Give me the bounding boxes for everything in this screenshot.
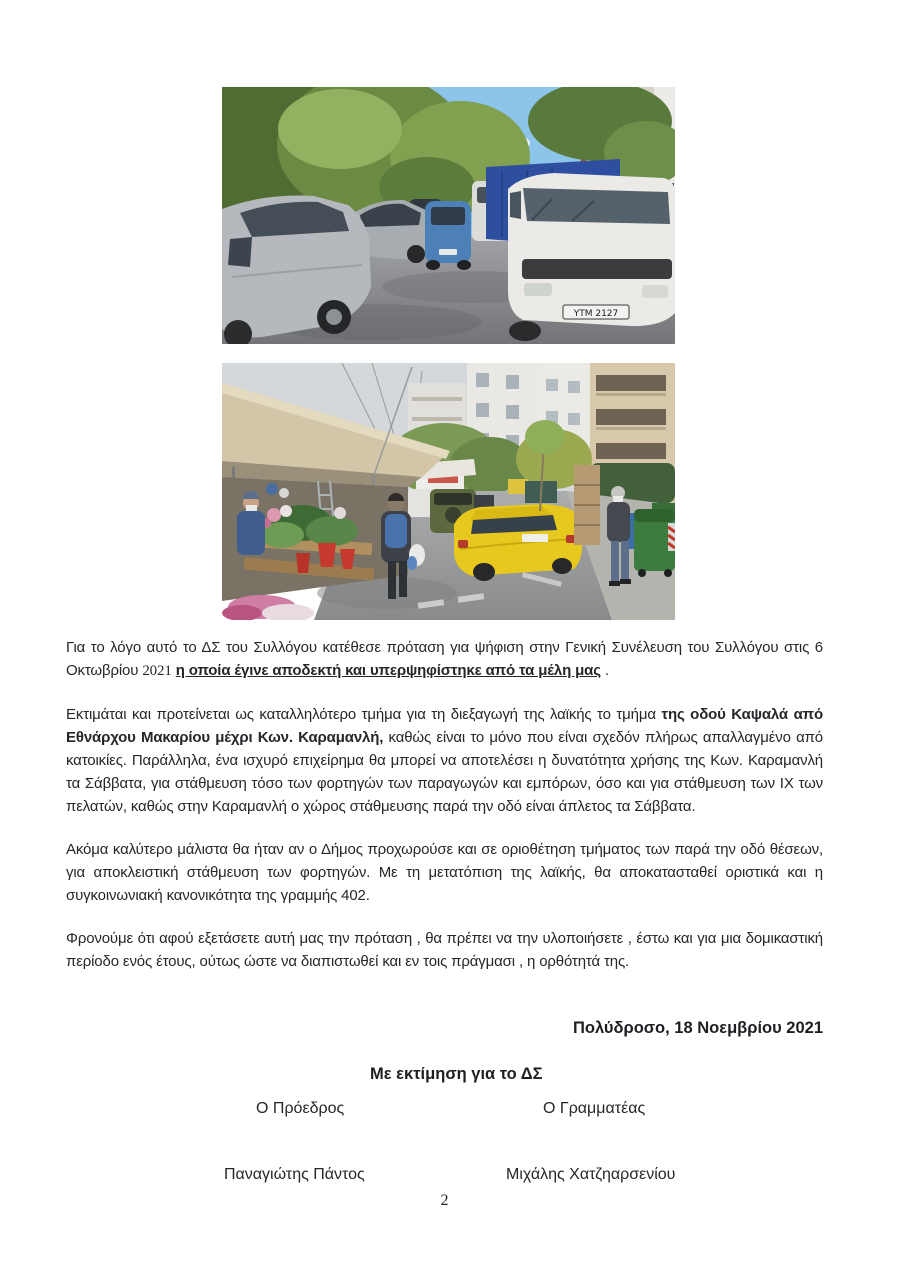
- paragraph-truck-parking: Ακόμα καλύτερο μάλιστα θα ήταν αν ο Δήμος προχωρούσε και σε οριοθέτηση τμήματος των παρά την οδό θέσεων, για αποκλειστική στάθμευση των φορτηγών. Με τη μετατόπιση της λαϊκής, θα αποκατασταθεί οριστικά και η συγκοινωνιακή κανονικότητα της γραμμής 402.: [66, 841, 823, 904]
- photo1-scene: [222, 87, 675, 344]
- paragraph-street-section: [66, 703, 823, 818]
- president-title: Ο Πρόεδρος: [256, 1100, 345, 1117]
- license-plate-text: ΥΤΜ 2127: [573, 309, 619, 319]
- taxi-plate: [522, 534, 548, 542]
- hanging-item: [279, 488, 289, 498]
- p1-year: 2021: [142, 663, 172, 679]
- paragraph-proposal-vote: [66, 636, 823, 683]
- grille: [522, 259, 672, 279]
- blue-hatchback: [425, 201, 471, 270]
- stone-pillar: [574, 465, 600, 545]
- secretary-name: Μιχάλης Χατζηαρσενίου: [506, 1166, 676, 1183]
- taillight: [566, 535, 575, 543]
- blue-bag: [407, 556, 417, 570]
- p1-underlined-accepted: η οποία έγινε αποδεκτή και υπερψηφίστηκε από τα μέλη μας: [175, 662, 601, 679]
- paragraph-trial-period: Φρονούμε ότι αφού εξετάσετε αυτή μας την πρόταση , θα πρέπει να την υλοποιήσετε , έστω και για μια δομικαστική περίοδο ενός έτους, ούτως ώστε να διαπιστωθεί και εν τοις πράγμασι , η ορθότητά της.: [66, 930, 823, 970]
- blue-backpack: [385, 514, 407, 548]
- face-mask: [246, 505, 257, 511]
- blazer: [607, 502, 630, 542]
- p2-run1: Εκτιμάται και προτείνεται ως καταλληλότερο τμήμα για τη διεξαγωγή της λαϊκής το τμήμα: [66, 706, 662, 723]
- p2-bold-street-names: της οδού Καψαλά από Εθνάρχου Μακαρίου μέχρι Κων. Καραμανλή,: [66, 706, 823, 746]
- dateline: Πολύδροσο, 18 Νοεμβρίου 2021: [572, 1019, 823, 1037]
- face-mask: [613, 496, 623, 502]
- p1-run1: Για το λόγο αυτό το ΔΣ του Συλλόγου κατέθεσε πρόταση για ψήφιση στην Γενική Συνέλευση του Συλλόγου στις 6 Οκτωβρίου: [66, 639, 823, 679]
- p2-run2: καθώς είναι το μόνο που είναι σχεδόν πλήρως απαλλαγμένο από κατοικίες. Παράλληλα, ένα ισχυρό επιχείρημα θα μπορεί να αποτελέσει η δυνατότητα χρήσης της Κων. Καραμανλή τα Σάββατα, για στάθμευση τόσο των φορτηγών των παραγωγών και εμπόρων, όσο και για στάθμευση των ΙΧ των πελατών, καθώς στην Καραμανλή ο χώρος στάθμευσης παρά την οδό είναι άπλετος τα Σάββατα.: [66, 729, 823, 815]
- closing-regards: Με εκτίμηση για το ΔΣ: [370, 1065, 543, 1083]
- headlight: [524, 283, 552, 296]
- taillight: [458, 540, 468, 548]
- white-truck: [508, 173, 675, 341]
- p1-tail: .: [600, 662, 609, 679]
- secretary-title: Ο Γραμματέας: [543, 1100, 646, 1117]
- hanging-item: [266, 483, 278, 495]
- truck-wheel: [509, 321, 541, 341]
- yellow-taxi: [454, 504, 582, 581]
- photo-market-taxi: [222, 363, 675, 620]
- letter-body: [66, 636, 823, 993]
- headlight: [642, 285, 668, 298]
- red-bucket: [296, 553, 310, 573]
- page-number: 2: [440, 1192, 449, 1209]
- red-bucket: [318, 543, 336, 567]
- silver-minivan: [222, 196, 371, 344]
- photo-street-parked-cars: [222, 87, 675, 344]
- president-name: Παναγιώτης Πάντος: [224, 1166, 365, 1183]
- photo2-scene: [222, 363, 675, 620]
